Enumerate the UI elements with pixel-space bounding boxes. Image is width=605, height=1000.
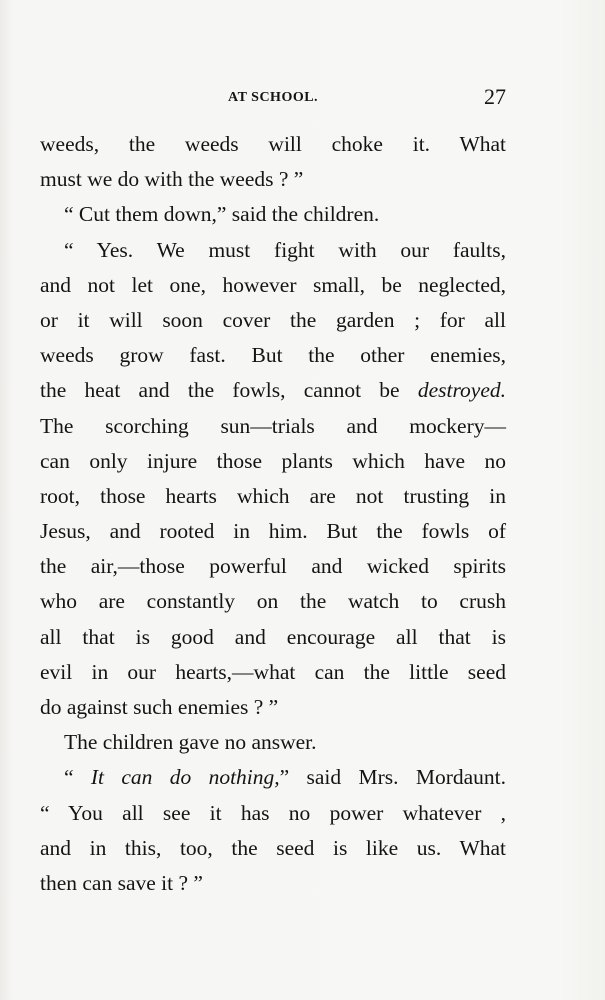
- text-line-19-open-quote: “: [64, 765, 91, 790]
- body-text: [40, 127, 506, 901]
- text-line-8: [40, 373, 506, 408]
- text-line-10: can only injure those plants which have no: [40, 448, 506, 473]
- text-line-4: “ Yes. We must fight with our faults,: [64, 237, 506, 262]
- text-line-21: and in this, too, the seed is like us. What: [40, 835, 506, 860]
- text-line-11: root, those hearts which are not trusting in: [40, 483, 506, 508]
- text-line-1: weeds, the weeds will choke it. What: [40, 132, 506, 156]
- text-line-19-rest: ” said Mrs. Mordaunt.: [279, 765, 507, 790]
- text-line-12: Jesus, and rooted in him. But the fowls of: [40, 519, 506, 544]
- page-number: 27: [484, 84, 506, 109]
- running-title: AT SCHOOL.: [228, 90, 319, 105]
- text-line-9: The scorching sun—trials and mockery—: [40, 413, 506, 438]
- text-line-20: “ You all see it has no power whatever ,: [40, 800, 506, 825]
- text-line-22: then can save it ? ”: [40, 870, 203, 895]
- text-line-6: or it will soon cover the garden ; for all: [40, 307, 506, 332]
- text-line-8-start: the heat and the fowls, cannot be: [40, 378, 418, 403]
- text-line-15: all that is good and encourage all that is: [40, 624, 506, 649]
- text-line-19-italic: It can do nothing,: [90, 765, 280, 790]
- text-line-16: evil in our hearts,—what can the little seed: [40, 659, 506, 684]
- text-line-5: and not let one, however small, be neglected,: [40, 272, 506, 297]
- text-line-13: the air,—those powerful and wicked spirits: [40, 554, 506, 579]
- text-line-2: must we do with the weeds ? ”: [40, 167, 304, 192]
- text-line-8-italic: destroyed.: [417, 378, 506, 403]
- text-line-7: weeds grow fast. But the other enemies,: [40, 343, 506, 368]
- text-line-14: who are constantly on the watch to crush: [40, 589, 506, 614]
- text-line-18: The children gave no answer.: [64, 730, 317, 755]
- running-head: [40, 86, 506, 110]
- text-line-19: [40, 760, 506, 795]
- text-line-3: “ Cut them down,” said the children.: [64, 202, 380, 227]
- text-line-17: do against such enemies ? ”: [40, 695, 279, 719]
